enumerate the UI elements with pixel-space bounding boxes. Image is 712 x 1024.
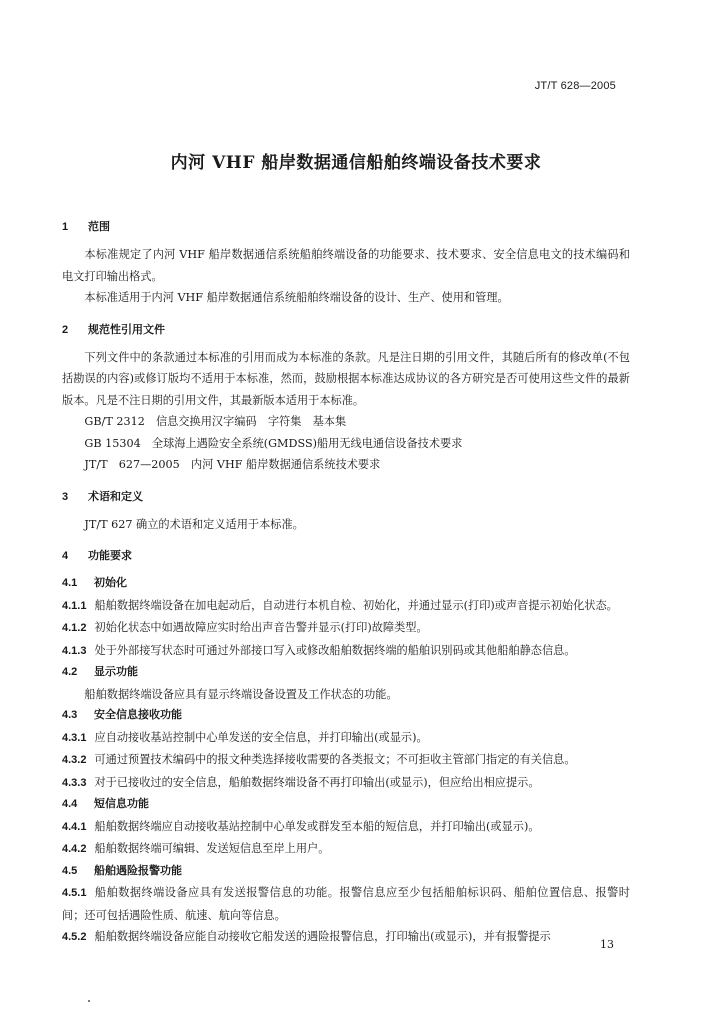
section-2-paragraph-1: 下列文件中的条款通过本标准的引用而成为本标准的条款。凡是注日期的引用文件，其随后所有的修改单(不包括勘误的内容)或修订版均不适用于本标准，然而，鼓励根据本标准达成协议的各方研究是否可使用这些文件的最新版本。凡是不注日期的引用文件，其最新版本适用于本标准。 bbox=[62, 350, 630, 407]
subsection-4-2-paragraph: 船舶数据终端设备应具有显示终端设备设置及工作状态的功能。 bbox=[84, 687, 398, 701]
subsection-heading-4-1: 4.1 初始化 bbox=[62, 577, 127, 589]
clause-4-1-3: 4.1.3 处于外部接写状态时可通过外部接口写入或修改船舶数据终端的船舶识别码或其他船舶静态信息。 bbox=[62, 643, 576, 657]
clause-4-5-2: 4.5.2 船舶数据终端设备应能自动接收它船发送的遇险报警信息，打印输出(或显示)，并有报警提示 bbox=[62, 930, 551, 943]
section-heading-3: 3 术语和定义 bbox=[62, 490, 143, 503]
scan-speck bbox=[88, 1000, 90, 1002]
reference-item: GB/T 2312 信息交换用汉字编码 字符集 基本集 bbox=[84, 415, 347, 428]
clause-4-3-1: 4.3.1 应自动接收基站控制中心单发送的安全信息，并打印输出(或显示)。 bbox=[62, 730, 428, 744]
clause-4-3-3: 4.3.3 对于已接收过的安全信息，船舶数据终端设备不再打印输出(或显示)，但应给出相应提示。 bbox=[62, 775, 540, 789]
standard-code: JT/T 628—2005 bbox=[534, 80, 616, 92]
subsection-heading-4-5: 4.5 船舶遇险报警功能 bbox=[62, 864, 182, 877]
section-heading-2: 2 规范性引用文件 bbox=[62, 323, 165, 336]
subsection-heading-4-2: 4.2 显示功能 bbox=[62, 666, 138, 678]
subsection-heading-4-4: 4.4 短信息功能 bbox=[62, 798, 149, 810]
document-title: 内河 VHF 船岸数据通信船舶终端设备技术要求 bbox=[170, 153, 542, 173]
section-heading-4: 4 功能要求 bbox=[62, 550, 132, 562]
clause-4-5-1: 4.5.1 船舶数据终端设备应具有发送报警信息的功能。报警信息应至少包括船舶标识码、船舶位置信息、报警时间；还可包括遇险性质、航速、航向等信息。 bbox=[62, 886, 630, 922]
document-body bbox=[62, 216, 630, 949]
reference-item: JT/T 627—2005 内河 VHF 船岸数据通信系统技术要求 bbox=[84, 458, 381, 471]
page-number: 13 bbox=[600, 938, 614, 951]
section-heading-1: 1 范围 bbox=[62, 221, 110, 233]
section-3-paragraph-1: JT/T 627 确立的术语和定义适用于本标准。 bbox=[84, 517, 304, 531]
clause-4-3-2: 4.3.2 可通过预置技术编码中的报文种类选择接收需要的各类报文；不可拒收主管部门指定的有关信息。 bbox=[62, 753, 576, 766]
reference-item: GB 15304 全球海上遇险安全系统(GMDSS)船用无线电通信设备技术要求 bbox=[84, 436, 463, 450]
section-1-paragraph-2: 本标准适用于内河 VHF 船岸数据通信系统船舶终端设备的设计、生产、使用和管理。 bbox=[84, 291, 509, 304]
clause-4-1-1: 4.1.1 船舶数据终端设备在加电起动后，自动进行本机自检、初始化，并通过显示(打印)或声音提示初始化状态。 bbox=[62, 598, 618, 612]
subsection-heading-4-3: 4.3 安全信息接收功能 bbox=[62, 709, 182, 721]
clause-4-4-2: 4.4.2 船舶数据终端可编辑、发送短信息至岸上用户。 bbox=[62, 842, 330, 855]
section-1-paragraph-1: 本标准规定了内河 VHF 船岸数据通信系统船舶终端设备的功能要求、技术要求、安全信息电文的技术编码和电文打印输出格式。 bbox=[62, 248, 630, 283]
clause-4-1-2: 4.1.2 初始化状态中如遇故障应实时给出声音告警并显示(打印)故障类型。 bbox=[62, 621, 428, 634]
clause-4-4-1: 4.4.1 船舶数据终端应自动接收基站控制中心单发或群发至本船的短信息，并打印输出(或显示)。 bbox=[62, 819, 540, 833]
